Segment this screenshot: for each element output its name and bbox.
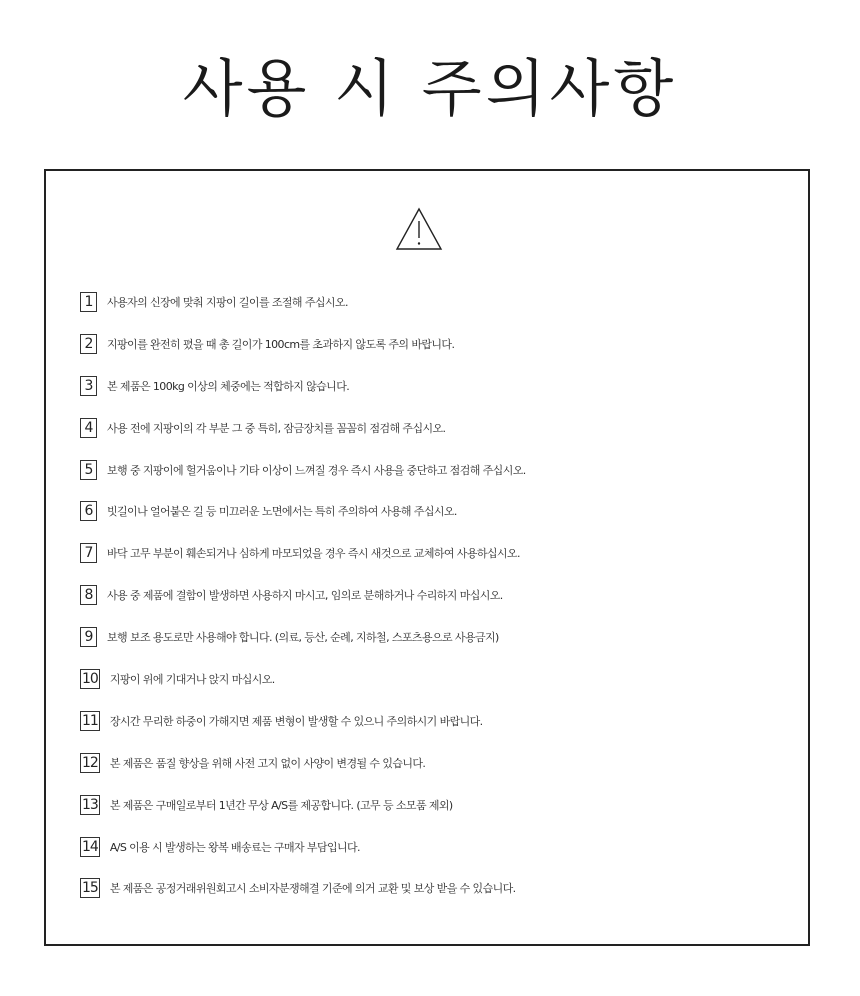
list-item	[80, 574, 810, 616]
notice-box	[44, 169, 810, 946]
list-item	[80, 323, 810, 365]
item-text: 본 제품은 100kg 이상의 체중에는 적합하지 않습니다.	[107, 379, 350, 393]
item-text: 사용 중 제품에 결함이 발생하면 사용하지 마시고, 임의로 분해하거나 수리하지 마십시오.	[107, 589, 503, 603]
item-number: 13	[82, 796, 98, 813]
item-number: 1	[80, 292, 97, 312]
item-text: 바닥 고무 부분이 훼손되거나 심하게 마모되었을 경우 즉시 새것으로 교체하여 사용하십시오.	[107, 547, 520, 561]
list-item	[80, 867, 810, 909]
list-item	[80, 532, 810, 574]
item-text: 장시간 무리한 하중이 가해지면 제품 변형이 발생할 수 있으니 주의하시기 바랍니다.	[109, 714, 483, 728]
list-item	[80, 742, 810, 784]
list-item	[80, 365, 810, 407]
item-number: 10	[82, 670, 98, 687]
item-text: 빗길이나 얼어붙은 길 등 미끄러운 노면에서는 특히 주의하여 사용해 주십시오.	[107, 505, 457, 519]
list-item	[80, 658, 810, 700]
item-number: 5	[80, 460, 97, 480]
item-number: 3	[80, 376, 97, 396]
item-number: 8	[80, 585, 97, 605]
item-text: 사용 전에 지팡이의 각 부분 그 중 특히, 잠금장치를 꼼꼼히 점검해 주십시오.	[107, 421, 446, 435]
item-text: A/S 이용 시 발생하는 왕복 배송료는 구매자 부담입니다.	[109, 840, 360, 854]
list-item	[80, 281, 810, 323]
item-text: 지팡이를 완전히 폈을 때 총 길이가 100cm를 초과하지 않도록 주의 바랍니다.	[107, 337, 455, 351]
item-number: 6	[80, 501, 97, 521]
item-text: 본 제품은 구매일로부터 1년간 무상 A/S를 제공합니다. (고무 등 소모품 제외)	[109, 798, 453, 812]
list-item	[80, 784, 810, 826]
item-number: 9	[80, 627, 97, 647]
item-text: 본 제품은 품질 향상을 위해 사전 고지 없이 사양이 변경될 수 있습니다.	[109, 756, 426, 770]
item-text: 보행 보조 용도로만 사용해야 합니다. (의료, 등산, 순례, 지하철, 스포츠용으로 사용금지)	[107, 631, 499, 645]
list-item	[80, 407, 810, 449]
list-item	[80, 449, 810, 491]
item-text: 지팡이 위에 기대거나 앉지 마십시오.	[109, 672, 275, 686]
item-number: 2	[80, 334, 97, 354]
item-number: 15	[82, 880, 98, 897]
item-text: 본 제품은 공정거래위원회고시 소비자분쟁해결 기준에 의거 교환 및 보상 받을 수 있습니다.	[109, 882, 516, 896]
list-item	[80, 700, 810, 742]
item-number: 11	[82, 712, 98, 729]
list-item	[80, 490, 810, 532]
item-text: 사용자의 신장에 맞춰 지팡이 길이를 조절해 주십시오.	[107, 295, 348, 309]
item-text: 보행 중 지팡이에 헐거움이나 기타 이상이 느껴질 경우 즉시 사용을 중단하고 점검해 주십시오.	[107, 463, 526, 477]
page-title: 사용 시 주의사항	[182, 52, 678, 125]
item-number: 4	[80, 418, 97, 438]
warning-triangle-icon	[395, 207, 443, 251]
item-number: 14	[82, 838, 98, 855]
item-number: 7	[80, 543, 97, 563]
list-item	[80, 616, 810, 658]
item-number: 12	[82, 754, 98, 771]
caution-list	[80, 281, 810, 909]
list-item	[80, 826, 810, 868]
